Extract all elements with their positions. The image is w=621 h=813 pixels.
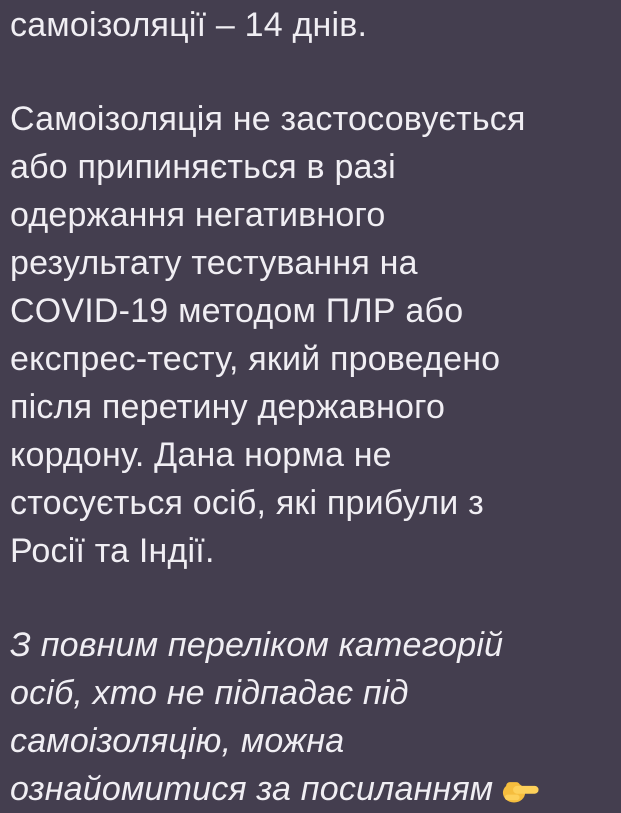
text-line [10, 479, 611, 527]
text-line-content: самоізоляцію, можна [10, 722, 345, 760]
text-line [10, 431, 611, 479]
paragraph-2 [10, 95, 611, 575]
text-line-content: Росії та Індії. [10, 532, 215, 570]
text-line-content: Самоізоляція не застосовується [10, 100, 526, 138]
text-line [10, 621, 611, 669]
text-line [10, 717, 611, 765]
text-line [10, 383, 611, 431]
paragraph-1 [10, 1, 611, 49]
text-line-content: після перетину державного [10, 388, 446, 426]
text-line-content: самоізоляції – 14 днів. [10, 6, 368, 44]
text-line-content: стосується осіб, які прибули з [10, 484, 484, 522]
text-line-content: результату тестування на [10, 244, 418, 282]
text-line-content: кордону. Дана норма не [10, 436, 392, 474]
text-line [10, 527, 611, 575]
pointing-right-icon [502, 776, 539, 804]
text-line-content: ознайомитися за посиланням [10, 770, 494, 808]
text-line [10, 143, 611, 191]
text-line-content: З повним переліком категорій [10, 626, 504, 664]
text-line [10, 287, 611, 335]
text-line-content: осіб, хто не підпадає під [10, 674, 409, 712]
text-line [10, 765, 611, 813]
text-line-content: одержання негативного [10, 196, 386, 234]
text-line [10, 95, 611, 143]
text-line [10, 669, 611, 717]
text-line [10, 335, 611, 383]
text-line [10, 239, 611, 287]
paragraph-3 [10, 621, 611, 813]
text-line [10, 191, 611, 239]
text-line [10, 1, 611, 49]
text-line-content: COVID-19 методом ПЛР або [10, 292, 464, 330]
text-line-content: експрес-тесту, який проведено [10, 340, 501, 378]
text-line-content: або припиняється в разі [10, 148, 396, 186]
